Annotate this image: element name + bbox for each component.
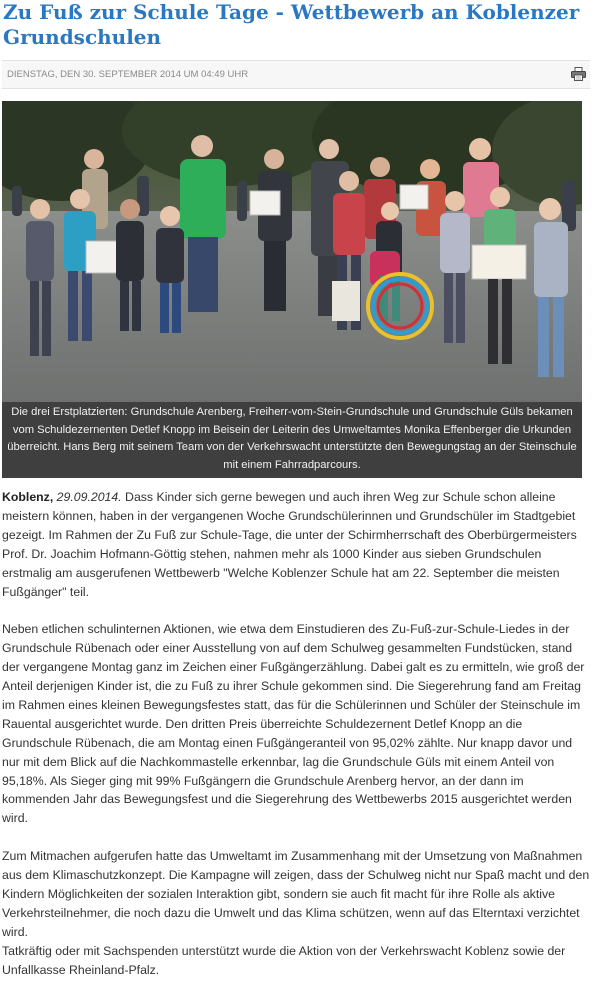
paragraph-1 [2, 488, 590, 601]
paragraph-2: Neben etlichen schulinternen Aktionen, wie etwa dem Einstudieren des Zu-Fuß-zur-Schule-Liedes in der Grundschule Rübenach oder einer Ausstellung von auf dem Schulweg gesammelten Fundstücken, stand der vergangene Montag ganz im Zeichen einer Fußgängerzählung. Dabei galt es zu ermitteln, wie groß der Anteil derjenigen Kinder ist, die zu Fuß zu ihrer Schule gekommen sind. Die Siegerehrung fand am Freitag im Rahmen eines kleinen Bewegungsfestes statt, das für die Schülerinnen und Schüler der Steinschule im Rauental ausgerichtet wurde. Den dritten Preis überreichte Schuldezernent Detlef Knopp an die Grundschule Rübenach, die am Montag einen Fußgängeranteil von 95,02% zählte. Nur knapp davor und nur mit dem Blick auf die Nachkommastelle erkennbar, lag die Grundschule Güls mit einem Anteil von 95,18%. Als Sieger ging mit 99% Fußgängern die Grundschule Arenberg hervor, an der dann im kommenden Jahr das Bewegungsfest und die Siegerehrung des Wettbewerbs 2015 ausgerichtet werden wird. [2, 622, 585, 826]
article-body [2, 488, 590, 980]
article-title: Zu Fuß zur Schule Tage - Wettbewerb an Koblenzer Grundschulen [3, 0, 580, 49]
group-photo [2, 101, 582, 402]
dateline-date: 29.09.2014. [56, 490, 122, 504]
paragraph-3: Zum Mitmachen aufgerufen hatte das Umweltamt im Zusammenhang mit der Umsetzung von Maßnahmen aus dem Klimaschutzkonzept. Die Kampagne will zeigen, dass der Schulweg nicht nur Spaß macht und den Kindern Möglichkeiten der sozialen Interaktion gibt, sondern sie auch fit macht für ihre Rolle als aktive Verkehrsteilnehmer, die noch dazu die Umwelt und das Klima schützen, wenn auf das Elterntaxi verzichtet wird. [2, 849, 590, 939]
dateline-city: Koblenz, [2, 490, 54, 504]
photo-caption: Die drei Erstplatzierten: Grundschule Arenberg, Freiherr-vom-Stein-Grundschule und Grundschule Güls bekamen vom Schuldezernenten Detlef Knopp im Beisein der Leiterin des Umweltamtes Monika Effenberger die Urkunden überreicht. Hans Berg mit seinem Team von der Verkehrswacht unterstützte den Bewegungstag an der Steinschule mit einem Fahrradparcours. [2, 402, 582, 478]
article-date: DIENSTAG, DEN 30. SEPTEMBER 2014 UM 04:49 UHR [7, 69, 249, 80]
paragraph-1-text: Dass Kinder sich gerne bewegen und auch ihren Weg zur Schule schon alleine meistern können, haben in der vergangenen Woche Grundschülerinnen und Grundschüler im Stadtgebiet gezeigt. Im Rahmen der Zu Fuß zur Schule-Tage, die unter der Schirmherrschaft des Oberbürgermeisters Prof. Dr. Joachim Hofmann-Göttig stehen, nahmen mehr als 1000 Kinder aus sieben Grundschulen erstmalig am ausgerufenen Wettbewerb "Welche Koblenzer Schule hat am 22. September die meisten Fußgänger" teil. [2, 490, 577, 599]
article-meta-bar [2, 60, 590, 89]
printer-icon[interactable] [571, 67, 586, 81]
paragraph-4: Tatkräftig oder mit Sachspenden unterstützt wurde die Aktion von der Verkehrswacht Koblenz sowie der Unfallkasse Rheinland-Pfalz. [2, 943, 566, 977]
